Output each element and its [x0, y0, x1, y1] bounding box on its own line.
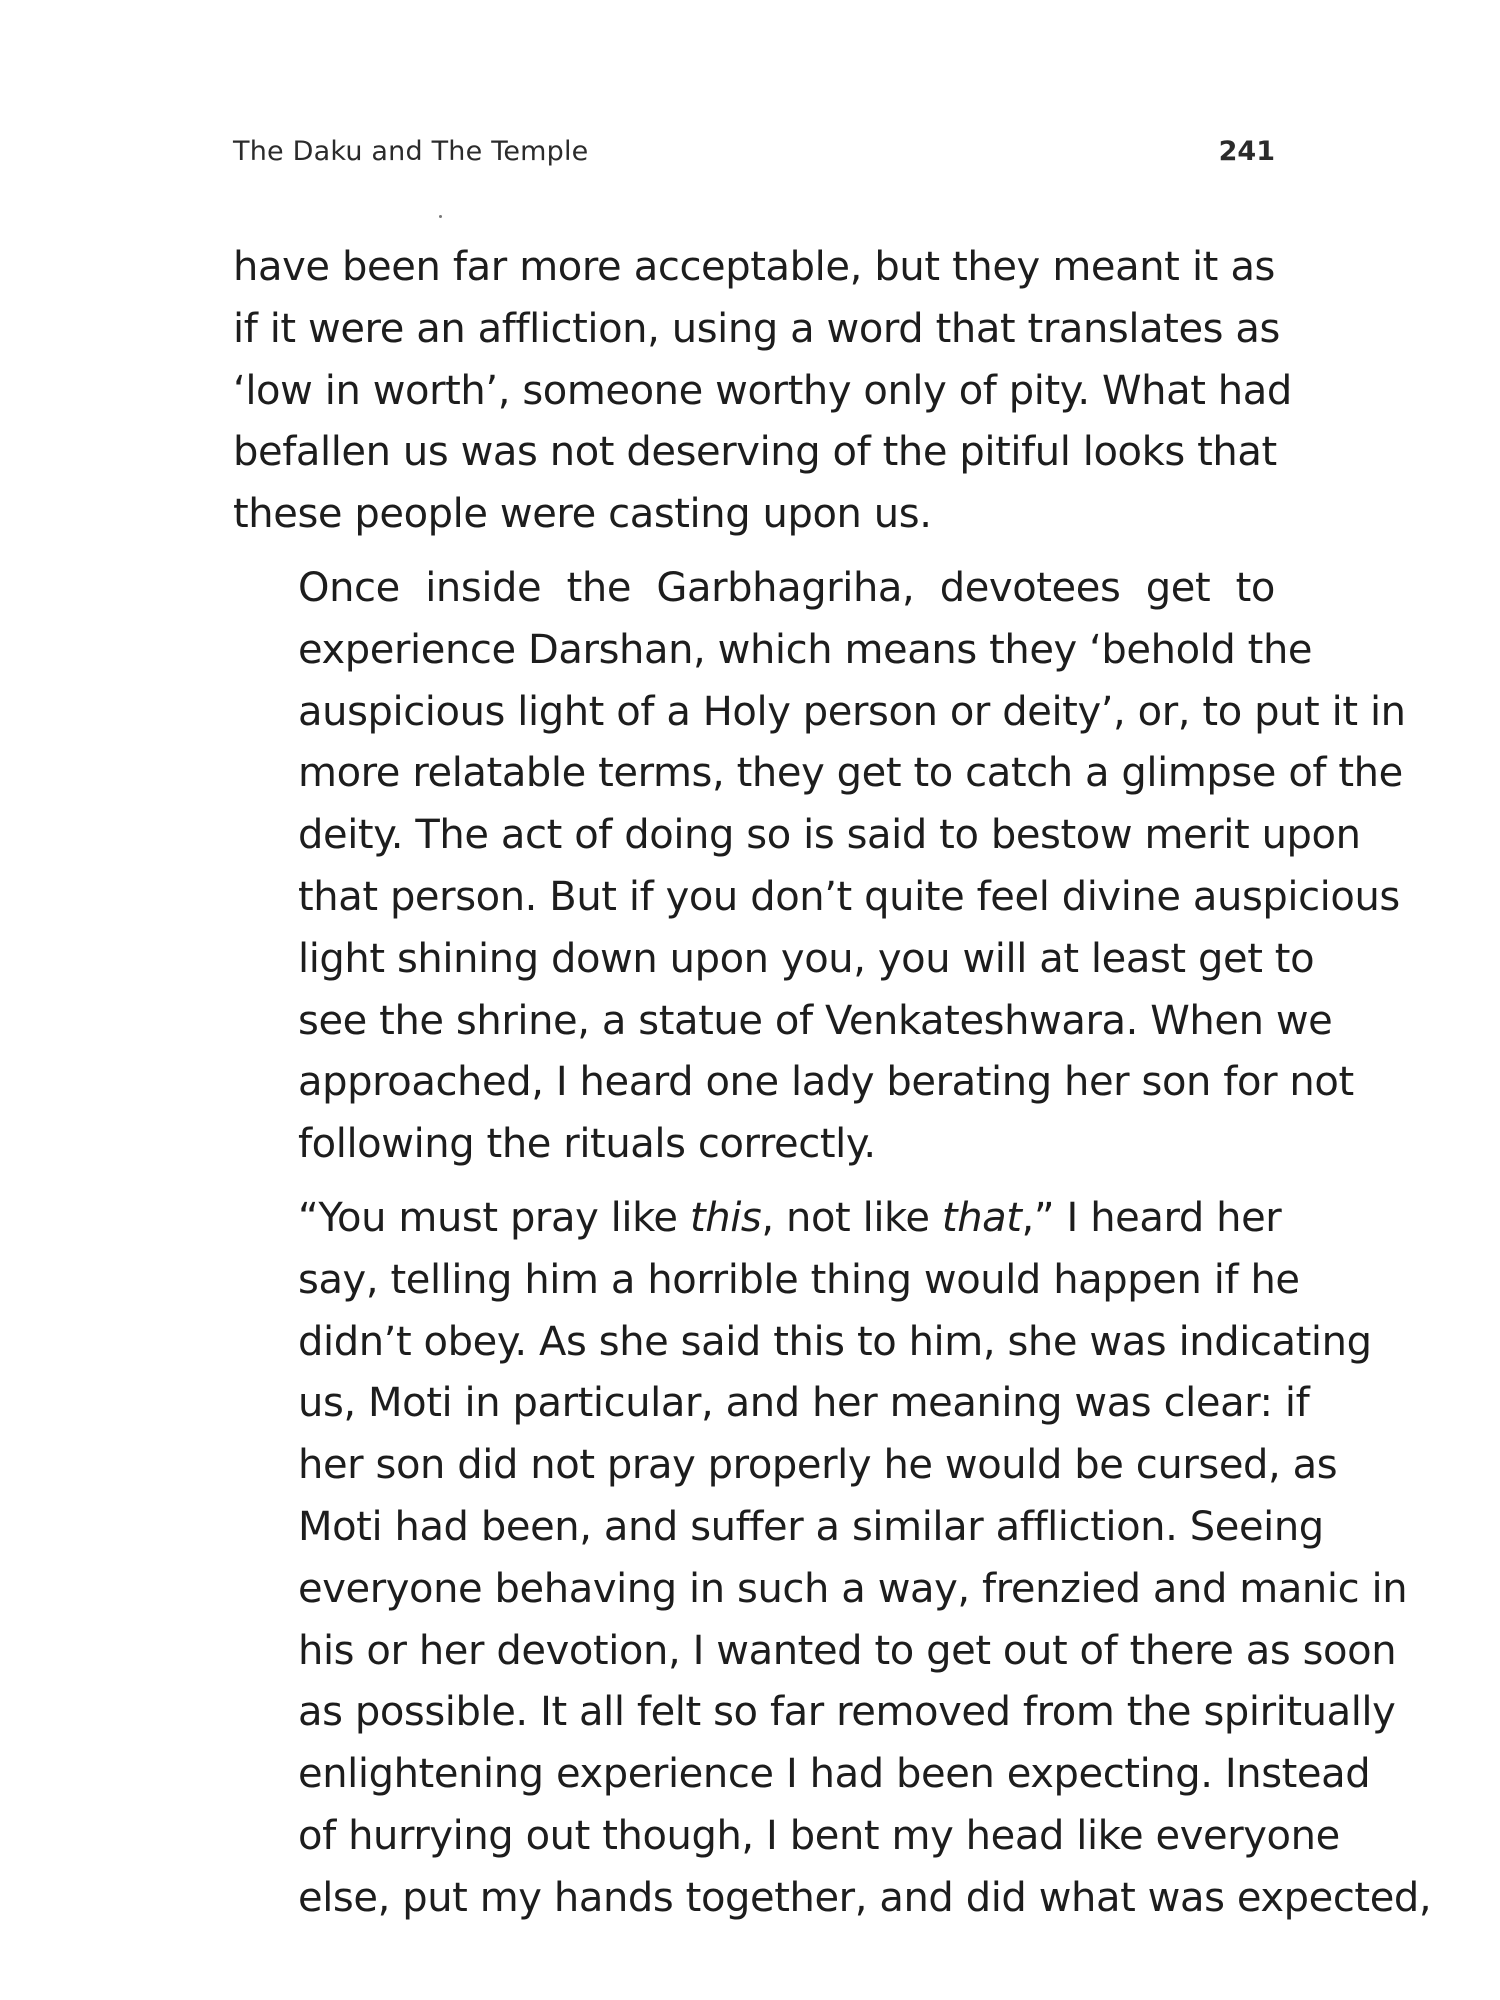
text-line: didn’t obey. As she said this to him, she was indicating [298, 1318, 1372, 1365]
emphasis-text: that [941, 1194, 1022, 1241]
paragraph-3 [233, 1188, 1432, 1930]
text-line: these people were casting upon us. [233, 491, 932, 538]
text-line: ‘low in worth’, someone worthy only of pity. What had [233, 367, 1292, 414]
text-line: deity. The act of doing so is said to bestow merit upon [298, 812, 1361, 859]
text-line: as possible. It all felt so far removed from the spiritually [298, 1689, 1396, 1736]
text-line: have been far more acceptable, but they meant it as [233, 244, 1275, 290]
emphasis-text: this [689, 1194, 762, 1241]
body-text [233, 237, 1432, 1930]
text-line: see the shrine, a statue of Venkateshwara. When we [298, 997, 1333, 1044]
text-line: say, telling him a horrible thing would happen if he [298, 1256, 1300, 1303]
text-line: Moti had been, and suffer a similar affliction. Seeing [298, 1503, 1324, 1550]
text-line: enlightening experience I had been expecting. Instead [298, 1751, 1371, 1798]
page-number: 241 [1218, 136, 1275, 167]
text-line: everyone behaving in such a way, frenzied and manic in [298, 1565, 1408, 1612]
text-fragment: , not like [761, 1194, 942, 1241]
text-line: auspicious light of a Holy person or deity’, or, to put it in [298, 688, 1406, 735]
paragraph-1 [233, 237, 1292, 546]
running-header [233, 132, 1275, 172]
text-fragment: “You must pray like [298, 1194, 690, 1241]
text-line: his or her devotion, I wanted to get out of there as soon [298, 1627, 1397, 1674]
text-line: light shining down upon you, you will at least get to [298, 935, 1315, 982]
text-line: experience Darshan, which means they ‘behold the [298, 626, 1313, 673]
text-line: that person. But if you don’t quite feel divine auspicious [298, 873, 1400, 920]
print-speck [439, 215, 442, 218]
text-line: us, Moti in particular, and her meaning was clear: if [298, 1380, 1310, 1427]
text-line: following the rituals correctly. [298, 1121, 876, 1168]
book-title: The Daku and The Temple [233, 136, 589, 167]
paragraph-2 [233, 558, 1406, 1176]
text-line-with-emphasis [233, 1188, 1282, 1250]
text-line: befallen us was not deserving of the pitiful looks that [233, 429, 1277, 476]
text-fragment: ,” I heard her [1021, 1194, 1282, 1241]
text-line: Once inside the Garbhagriha, devotees get to [298, 564, 1275, 611]
text-line: her son did not pray properly he would be cursed, as [298, 1442, 1338, 1489]
text-line: more relatable terms, they get to catch a glimpse of the [298, 750, 1403, 797]
text-line: if it were an affliction, using a word that translates as [233, 305, 1280, 352]
text-line: approached, I heard one lady berating her son for not [298, 1059, 1354, 1106]
text-line: of hurrying out though, I bent my head like everyone [298, 1812, 1340, 1859]
text-line: else, put my hands together, and did what was expected, [298, 1874, 1432, 1921]
